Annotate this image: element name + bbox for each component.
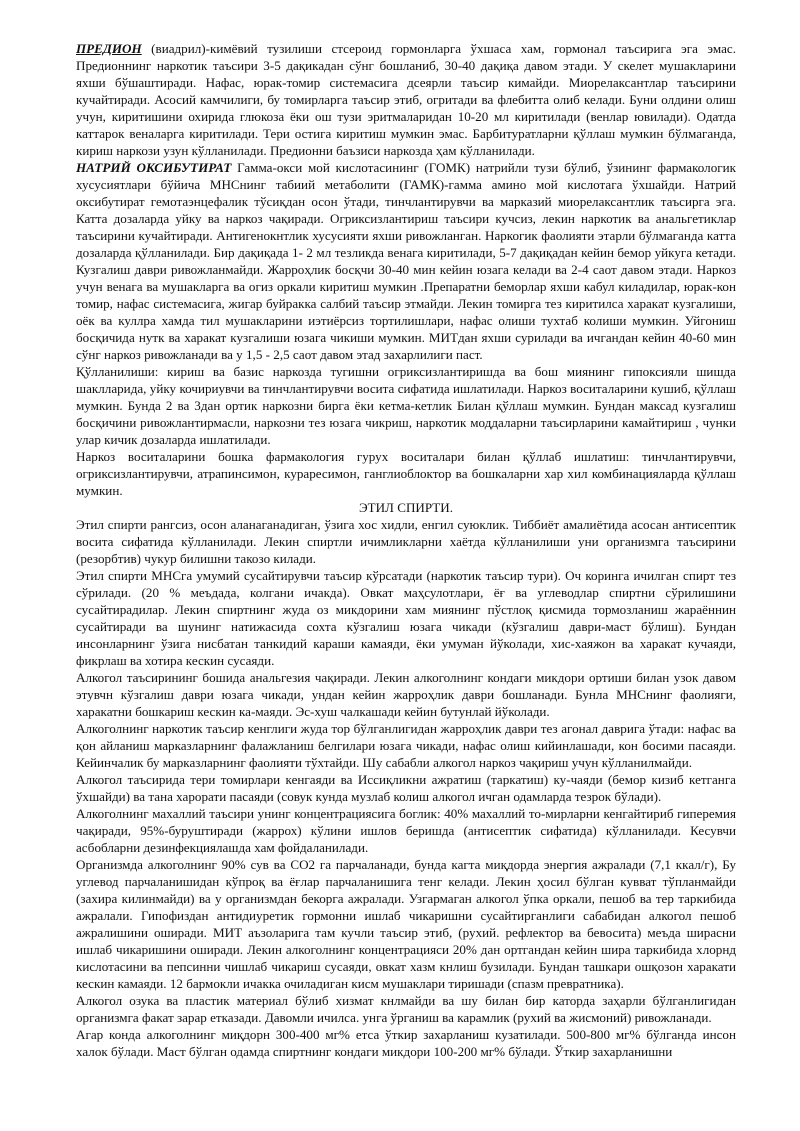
paragraph-alcohol-skin-vessels: Алкогол таъсирида тери томирлари кенгаяди ва Иссиқликни ажратиш (таркатиш) ку-чаяди (бемор кизиб кетганга ўхшайди) ва тана харорати пасаяди (совук кунда музлаб колиш алкогол ичган одамларда тезрок бўлади). (76, 772, 736, 804)
paragraph-combination: Наркоз воситаларини бошка фармакология гурух воситалари билан қўллаб ишлатиш: тинчлантирувчи, огриксизлантирувчи, атрапинсимон, курaресимон, ганглиоблoктор ва бошкаларни хар хил комбинацияларда қўллаш мумкин. (76, 449, 736, 498)
paragraph-alcohol-metabolism: Организмда алкоголнинг 90% сув ва СО2 га парчаланади, бунда кагта миқдорда энергия ажралади (7,1 ккал/г), Бу углевод парчаланишидан кўпроқ ва ёғлар парчаланишига тенг келади. Лекин ҳосил бўлган кувват тўпланмайди (захира килинмайди) ва у организмдан бекорга ажралади. Узгармаган алкогол ўпка оркали, пешоб ва тер таркибида ажралали. Гипофиздан антидиуретик гормонни ишлаб чикаришни сусайтирганлиги сабабидан алкогол пешоб ажралишини оширади. МИТ аъзоларига там кучли таъсир этиб, (рухий. рефлектор ва бевосита) меъда ширасни ишлаб чикаришини оширади. Лекин алкоголнинг концентрацияси 20% дан ортгандан кейин шира таркибида хлорнд кислотасини ва пепсинни чишлаб чикариш сусаяди, овкат хазм кнлиш бузилади. Бундан ташкари ошқозон харакати кескин камаяди. 12 бармокли ичакка очиладиган кисм мушаклари тиришади (спазм превратника). (76, 857, 736, 991)
paragraph-ethanol-intro: Этил спирти рангсиз, осон аланаганадиган, ўзига хос хидли, енгил суюклик. Тиббиёт амалиётида асосан антисептик восита сифатида кўлланилади. Лекин спиртли ичимликларни хаётда кўлланилиши уни организмга таъсирини (резорбтив) чукур билишни такозо килади. (76, 517, 736, 566)
sodium-oxybutyrate-text: Гамма-окси мой кислотасининг (ГОМК) натрийли тузи бўлиб, ўзининг фармакологик хусусиятлари бўйича МНСнинг табиий метаболити (ГАМК)-гамма амино мой кислотага ўхшайди. Натрий оксибутират гемотаэнцефалик тўсиқдан осон ўтади, тинчлантирувчи ва марказий миорелаксантлик таъсирга эга. Катта дозаларда уйку ва наркоз чақиради. Огриксизлантириш таъсири кучсиз, лекин наркотик ва анальгетиклар таъсирини кучайтиради. Антигенокнтлик хусусияти яхши ривожланган. Наркогик фаолияти этарли бўлмаганда катта дозаларда қўлланилади. Бир дақиқада 1- 2 мл тезликда венага киритилади, 5-7 дақиқадан кейин бемор уйкуга кетади. Кузгалиш даври ривожланмайди. Жарроҳлик босқчи 30-40 мин кейин юзага келади ва 2-4 саот давом этади. Наркоз учун венага ва мушакларга ва огиз оркали киритиш мумкин .Препаратни беморлар яхши кабул киладилар, юрак-кон томир, нафас системасига, жигар буйракка салбий таъсир этмайди. Лекин томирга тез киритилса харакат кузгалиши, оёк ва куллра хамда тил мушакларини иэтиёрсиз тортилишлари, нафас олиши тухтаб колиши мумкин. Уйгониш босқичида нутк ва харакат кузгалиши юзага чикиши мумкин. МИТдан яхши сурилади ва ичгандан кейин 40-60 мин сўнг наркоз ривожланади ва у 1,5 - 2,5 саот давом этад захарлилиги паст. (76, 160, 736, 362)
term-sodium-oxybutyrate: НАТРИЙ ОКСИБУТИРАТ (76, 160, 232, 175)
term-predion: ПРЕДИОН (76, 41, 142, 56)
paragraph-predion (76, 40, 736, 159)
paragraph-sodium-oxybutyrate (76, 159, 736, 363)
paragraph-alcohol-harm: Алкогол озука ва пластик материал бўлиб хизмат кнлмайди ва шу билан бир каторда заҳарли бўлганлигидан организмга факат зарар етказади. Давомли ичилса. унга ўрганиш ва карамлик (рухий ва жисмоний) ривожланади. (76, 993, 736, 1025)
paragraph-usage: Қўлланилиши: кириш ва базис наркозда тугишни огриксизлантиришда ва бош миянинг гипоксияли шишда шаклларида, уйку кочириувчи ва тинчлантирувчи восита сифатида ишлатилади. Наркоз воситаларини кушиб, қўллаш мумкин. Бунда 2 ва 3дан ортик наркозни бирга ёки кетма-кетлик Билан қўллаш мумкин. Бундан максад кузгалиш босқичини ривожлантирмасли, наркозни тез юзага чикриш, наркотик моддаларни таъсирларини камайтириш , чунки улар кичик дозаларда ишлатилади. (76, 364, 736, 447)
paragraph-alcohol-analgesia: Алкогол таъсирининг бошида анальгезия чақиради. Лекин алкоголнинг кондаги микдори ортиши билан узок давом этувчн кўзгалиш даври юзага чикади, ундан кейин жарроҳлик даври бошланади. Бунла МНСнинг фаолияги, харакатни бошкариш кескин ка-маяди. Эс-хуш чалкашади кейин бутунлай йўколади. (76, 670, 736, 719)
paragraph-alcohol-poisoning: Агар конда алкоголнинг миқдорн 300-400 мг% етса ўткир захарланиш кузатилади. 500-800 мг% бўлганда инсон халок бўлади. Маст бўлган одамда спиртнинг кондаги микдори 100-200 мг% бўлади. Ўткир захарланишни (76, 1027, 736, 1059)
predion-text: (виадрил)-кимёвий тузилиши стсероид гормонларга ўхшаса хам, гормонал таъсирига эга эмас. Предионнинг наркотик таъсири 3-5 дақикадан сўнг бошланиб, 30-40 дақиқа давом этади. У скелет мушакларини яхши бўшаштиради. Нафас, юрак-томир системасига дсеярли таъсир кимайди. Миорелаксантлар таъсирини кучайтиради. Асосий камчилиги, бу томирларга таъсир этиб, огритади ва флебитта олиб келади. Буни олдини олиш учун, киритишини охирида глюкоза ёки ош тузи эритмаларидан 10-20 мл киритилади (венлар ювилади). Одатда каттарок веналарга киритилади. Тери остига киритиш мумкин эмас. Барбитуратларни қўллаш мумкин бўлмаганда, кириш наркози узун кўлланилади. Предионни баъзиси наркозда ҳам кўлланилади. (76, 41, 736, 158)
paragraph-alcohol-local: Алкоголнинг махаллий таъсири унинг концентрациясига боглик: 40% махаллий то-мирларни кенгайтириб гиперемия чақиради, 95%-буруштиради (жаррох) кўлини ишлов беришда (антисептик сифатида) кўлланилади. Кесувчи асбобларни дезинфекциялашда хам фойдаланилади. (76, 806, 736, 855)
paragraph-alcohol-narcotic-range: Алкоголнинг наркотик таъсир кенглиги жуда тор бўлганлигидан жарроҳлик даври тез агонал даврига ўтади: нафас ва қон айланиш марказларнинг фалажланиш белгилари юзага чикади, нафас олиш кийинлашади, кон босими пасаяди. Кейинчалик бу марказларнинг фаолияти тўхтайди. Шу сабабли алкогол наркоз чақириш учун кўлланилмайди. (76, 721, 736, 770)
paragraph-ethanol-cns: Этил спирти МНСга умумий сусайтирувчи таъсир кўрсатади (наркотик таъсир тури). Оч коринга ичилган спирт тез сўрилади. (20 % меъдада, колгани ичакда). Овкат маҳсулотлари, ёғ ва углеводлар спиртни сўрилишини сусайтирадилар. Лекин спиртнинг жуда оз микдорини хам миянинг пўстлоқ қисмида тормозланиш жараённин сусайтиради ва шунинг натижасида сохта кўзгалиш юзага чикади (кўзгалиш даври-маст бўлиш). Бундан инсонларнинг ўзига нисбатан танкидий караши камаяди, ёки умуман йўколади, хис-хаяжон ва харакат кучаяди, фикрлаш ва хотира кескин сусаяди. (76, 568, 736, 668)
section-heading-ethanol: ЭТИЛ СПИРТИ. (358, 500, 454, 515)
document-page (76, 40, 736, 1110)
